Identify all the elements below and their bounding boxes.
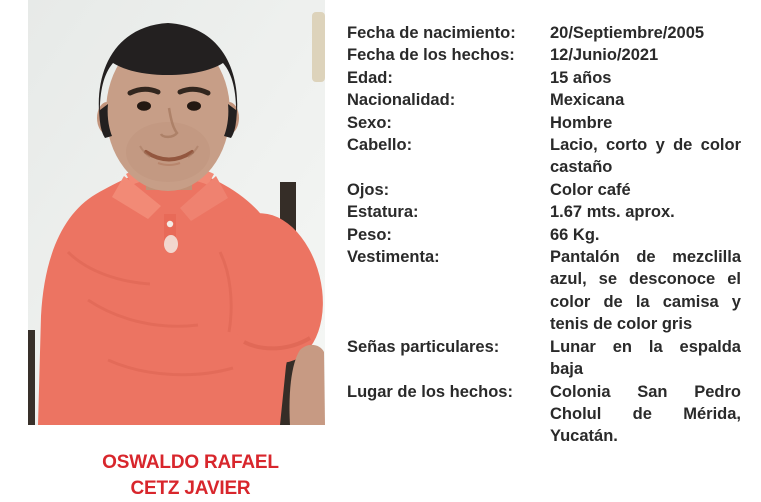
- undershirt-glimpse: [164, 235, 178, 253]
- info-value: 12/Junio/2021: [550, 46, 659, 65]
- info-label: Vestimenta:: [347, 248, 440, 267]
- info-label: Nacionalidad:: [347, 91, 456, 110]
- info-row-distinguishing-marks: [347, 336, 741, 381]
- eye-left: [137, 101, 151, 111]
- info-value: 1.67 mts. aprox.: [550, 203, 675, 222]
- info-label: Señas particulares:: [347, 337, 500, 356]
- info-label: Cabello:: [347, 136, 413, 155]
- shirt-button: [167, 221, 173, 227]
- info-value: Mexicana: [550, 91, 625, 110]
- info-value: Lunar en la espalda baja: [550, 337, 741, 379]
- info-row-hair: [347, 134, 741, 179]
- door-trim: [312, 12, 325, 82]
- info-row-birthdate: [347, 22, 741, 44]
- info-row-incident-place: [347, 381, 741, 448]
- person-name-line1: OSWALDO RAFAEL: [102, 452, 279, 473]
- info-label: Ojos:: [347, 180, 390, 199]
- lower-face-shading: [126, 122, 210, 182]
- info-value: 15 años: [550, 68, 612, 87]
- info-label: Edad:: [347, 68, 393, 87]
- person-name: [43, 450, 338, 502]
- info-label: Peso:: [347, 225, 392, 244]
- portrait-photo: [28, 0, 325, 425]
- info-row-clothing: [347, 246, 741, 336]
- info-label: Lugar de los hechos:: [347, 382, 513, 401]
- info-list: [347, 22, 741, 448]
- eye-right: [187, 101, 201, 111]
- info-value: Lacio, corto y de color castaño: [550, 136, 741, 177]
- info-label: Estatura:: [347, 203, 419, 222]
- portrait-illustration: [28, 0, 325, 425]
- info-value: Pantalón de mezclilla azul, se desconoce el color de la camisa y tenis de color gris: [550, 248, 741, 334]
- info-row-nationality: [347, 89, 741, 111]
- chair-post-left: [28, 330, 35, 425]
- info-value: Hombre: [550, 113, 613, 132]
- info-row-incident-date: [347, 44, 741, 66]
- info-row-height: [347, 201, 741, 223]
- info-value: Colonia San Pedro Cholul de Mérida, Yucatán.: [550, 382, 741, 446]
- info-label: Sexo:: [347, 113, 392, 132]
- person-name-line2: CETZ JAVIER: [130, 478, 251, 499]
- info-row-sex: [347, 112, 741, 134]
- info-row-weight: [347, 224, 741, 246]
- info-row-eyes: [347, 179, 741, 201]
- info-row-age: [347, 67, 741, 89]
- info-label: Fecha de los hechos:: [347, 46, 515, 65]
- info-label: Fecha de nacimiento:: [347, 24, 516, 42]
- info-value: Color café: [550, 180, 631, 199]
- info-value: 66 Kg.: [550, 225, 600, 244]
- info-value: 20/Septiembre/2005: [550, 24, 705, 42]
